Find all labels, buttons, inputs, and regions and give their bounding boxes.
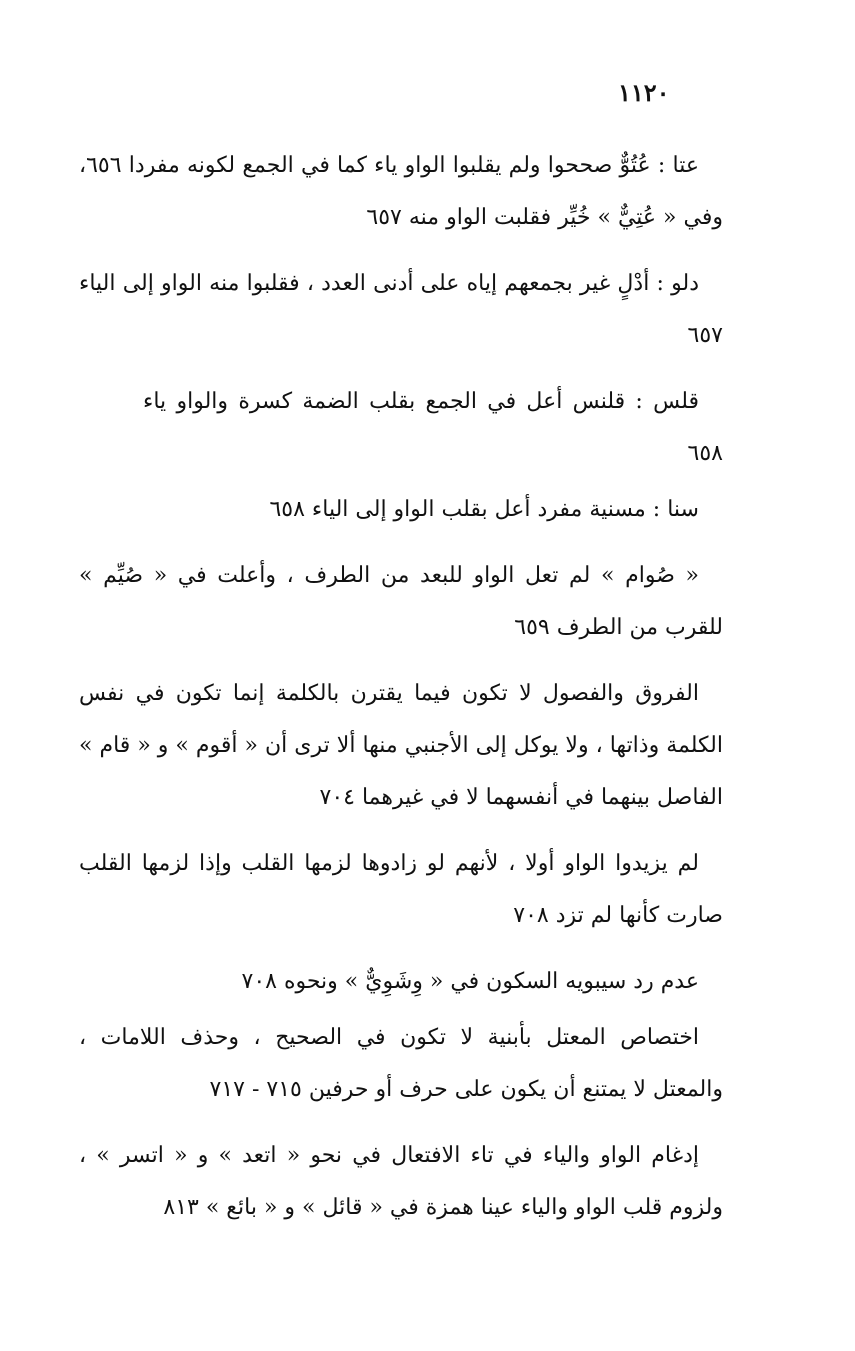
index-entry-sana: سنا : مسنية مفرد أعل بقلب الواو إلى الياء ٦٥٨ [269,497,699,522]
index-entry-qalas: قلس : قلنس أعل في الجمع بقلب الضمة كسرة والواو ياء ٦٥٨ [143,389,723,466]
index-entry-ikhtisas: اختصاص المعتل بأبنية لا تكون في الصحيح ، وحذف اللامات ، والمعتل لا يمتنع أن يكون على حرف أو حرفين ٧١٥ - ٧١٧ [79,1025,723,1102]
index-entry-ata: عتا : عُتُوٌّ صححوا ولم يقلبوا الواو ياء كما في الجمع لكونه مفردا ٦٥٦، وفي « عُتِيٌّ » خُيِّر فقلبت الواو منه ٦٥٧ [79,153,723,230]
index-entry-idgham: إدغام الواو والياء في تاء الافتعال في نحو « اتعد » و « اتسر » ، ولزوم قلب الواو والياء عينا همزة في « قائل » و « بائع » ٨١٣ [79,1143,723,1220]
index-entry-suwam: « صُوام » لم تعل الواو للبعد من الطرف ، وأعلت في « صُيِّم » للقرب من الطرف ٦٥٩ [79,563,723,640]
index-entry-dalw: دلو : أدْلٍ غير بجمعهم إياه على أدنى العدد ، فقلبوا منه الواو إلى الياء ٦٥٧ [79,271,723,348]
index-entry-sibawayh: عدم رد سيبويه السكون في « وِشَوِيٌّ » ونحوه ٧٠٨ [241,969,699,994]
index-entries [79,140,723,1248]
page-number: ١١٢٠ [618,78,670,107]
index-entry-furuq: الفروق والفصول لا تكون فيما يقترن بالكلمة إنما تكون في نفس الكلمة وذاتها ، ولا يوكل إلى الأجنبي منها ألا ترى أن « أقوم » و « قام » الفاصل بينهما في أنفسهما لا في غيرهما ٧٠٤ [79,681,723,810]
index-entry-lam-yazidu: لم يزيدوا الواو أولا ، لأنهم لو زادوها لزمها القلب وإذا لزمها القلب صارت كأنها لم تزد ٧٠٨ [79,851,723,928]
